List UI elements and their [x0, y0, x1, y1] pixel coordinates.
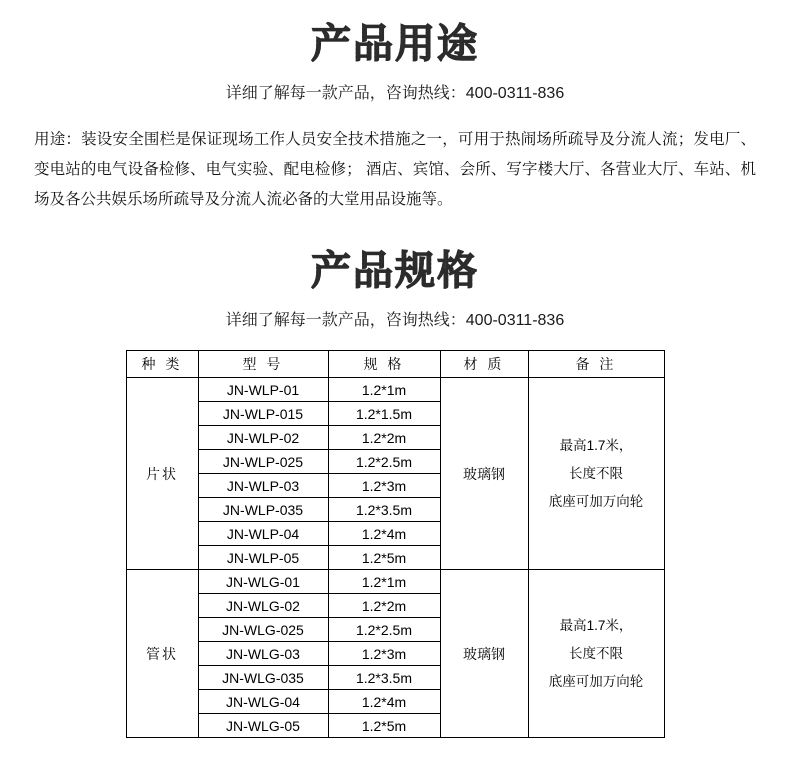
- cell-model: JN-WLG-03: [198, 642, 328, 666]
- column-header-note: 备 注: [528, 351, 664, 378]
- cell-model: JN-WLG-035: [198, 666, 328, 690]
- spec-section-header: [0, 215, 790, 293]
- cell-note: [528, 378, 664, 570]
- column-header-material: 材 质: [440, 351, 528, 378]
- cell-spec: 1.2*4m: [328, 690, 440, 714]
- cell-model: JN-WLG-025: [198, 618, 328, 642]
- cell-spec: 1.2*2m: [328, 426, 440, 450]
- note-line: 长度不限: [569, 645, 623, 661]
- cell-spec: 1.2*1.5m: [328, 402, 440, 426]
- usage-section-header: [0, 0, 790, 66]
- cell-model: JN-WLG-02: [198, 594, 328, 618]
- table-row: [126, 378, 664, 402]
- table-header-row: [126, 351, 664, 378]
- cell-note: [528, 570, 664, 738]
- spec-table-head: [126, 351, 664, 378]
- spec-table-body: [126, 378, 664, 738]
- column-header-model: 型 号: [198, 351, 328, 378]
- cell-model: JN-WLP-025: [198, 450, 328, 474]
- spec-section-subtitle: 详细了解每一款产品，咨询热线：400-0311-836: [225, 312, 565, 329]
- note-line: 最高1.7米，: [559, 437, 633, 453]
- note-line: 底座可加万向轮: [548, 673, 644, 689]
- cell-model: JN-WLG-05: [198, 714, 328, 738]
- cell-model: JN-WLP-03: [198, 474, 328, 498]
- cell-model: JN-WLP-04: [198, 522, 328, 546]
- cell-material: 玻璃钢: [440, 378, 528, 570]
- cell-material: 玻璃钢: [440, 570, 528, 738]
- cell-spec: 1.2*3m: [328, 474, 440, 498]
- note-line: 长度不限: [569, 465, 623, 481]
- cell-kind: 管状: [126, 570, 198, 738]
- spec-table-wrap: [0, 350, 790, 738]
- note-line: 最高1.7米，: [559, 617, 633, 633]
- cell-spec: 1.2*1m: [328, 570, 440, 594]
- cell-spec: 1.2*2.5m: [328, 450, 440, 474]
- cell-model: JN-WLP-05: [198, 546, 328, 570]
- cell-model: JN-WLG-04: [198, 690, 328, 714]
- cell-model: JN-WLP-01: [198, 378, 328, 402]
- cell-spec: 1.2*3.5m: [328, 666, 440, 690]
- cell-model: JN-WLG-01: [198, 570, 328, 594]
- spec-table: [126, 350, 665, 738]
- spec-section-title: 产品规格: [305, 249, 485, 293]
- cell-spec: 1.2*5m: [328, 546, 440, 570]
- note-line: 底座可加万向轮: [548, 493, 644, 509]
- cell-spec: 1.2*1m: [328, 378, 440, 402]
- cell-model: JN-WLP-02: [198, 426, 328, 450]
- cell-spec: 1.2*4m: [328, 522, 440, 546]
- cell-spec: 1.2*2.5m: [328, 618, 440, 642]
- cell-model: JN-WLP-015: [198, 402, 328, 426]
- column-header-kind: 种 类: [126, 351, 198, 378]
- cell-kind: 片状: [126, 378, 198, 570]
- usage-paragraph: 用途：装设安全围栏是保证现场工作人员安全技术措施之一，可用于热闹场所疏导及分流人流；发电厂、变电站的电气设备检修、电气实验、配电检修； 酒店、宾馆、会所、写字楼大厅、各营业大厅、车站、机场及各公共娱乐场所疏导及分流人流必备的大堂用品设施等。: [34, 131, 756, 208]
- usage-section-subtitle: 详细了解每一款产品，咨询热线：400-0311-836: [225, 85, 565, 102]
- table-row: [126, 570, 664, 594]
- usage-section-title: 产品用途: [305, 22, 485, 66]
- cell-spec: 1.2*3m: [328, 642, 440, 666]
- column-header-spec: 规 格: [328, 351, 440, 378]
- cell-spec: 1.2*2m: [328, 594, 440, 618]
- cell-spec: 1.2*5m: [328, 714, 440, 738]
- cell-model: JN-WLP-035: [198, 498, 328, 522]
- cell-spec: 1.2*3.5m: [328, 498, 440, 522]
